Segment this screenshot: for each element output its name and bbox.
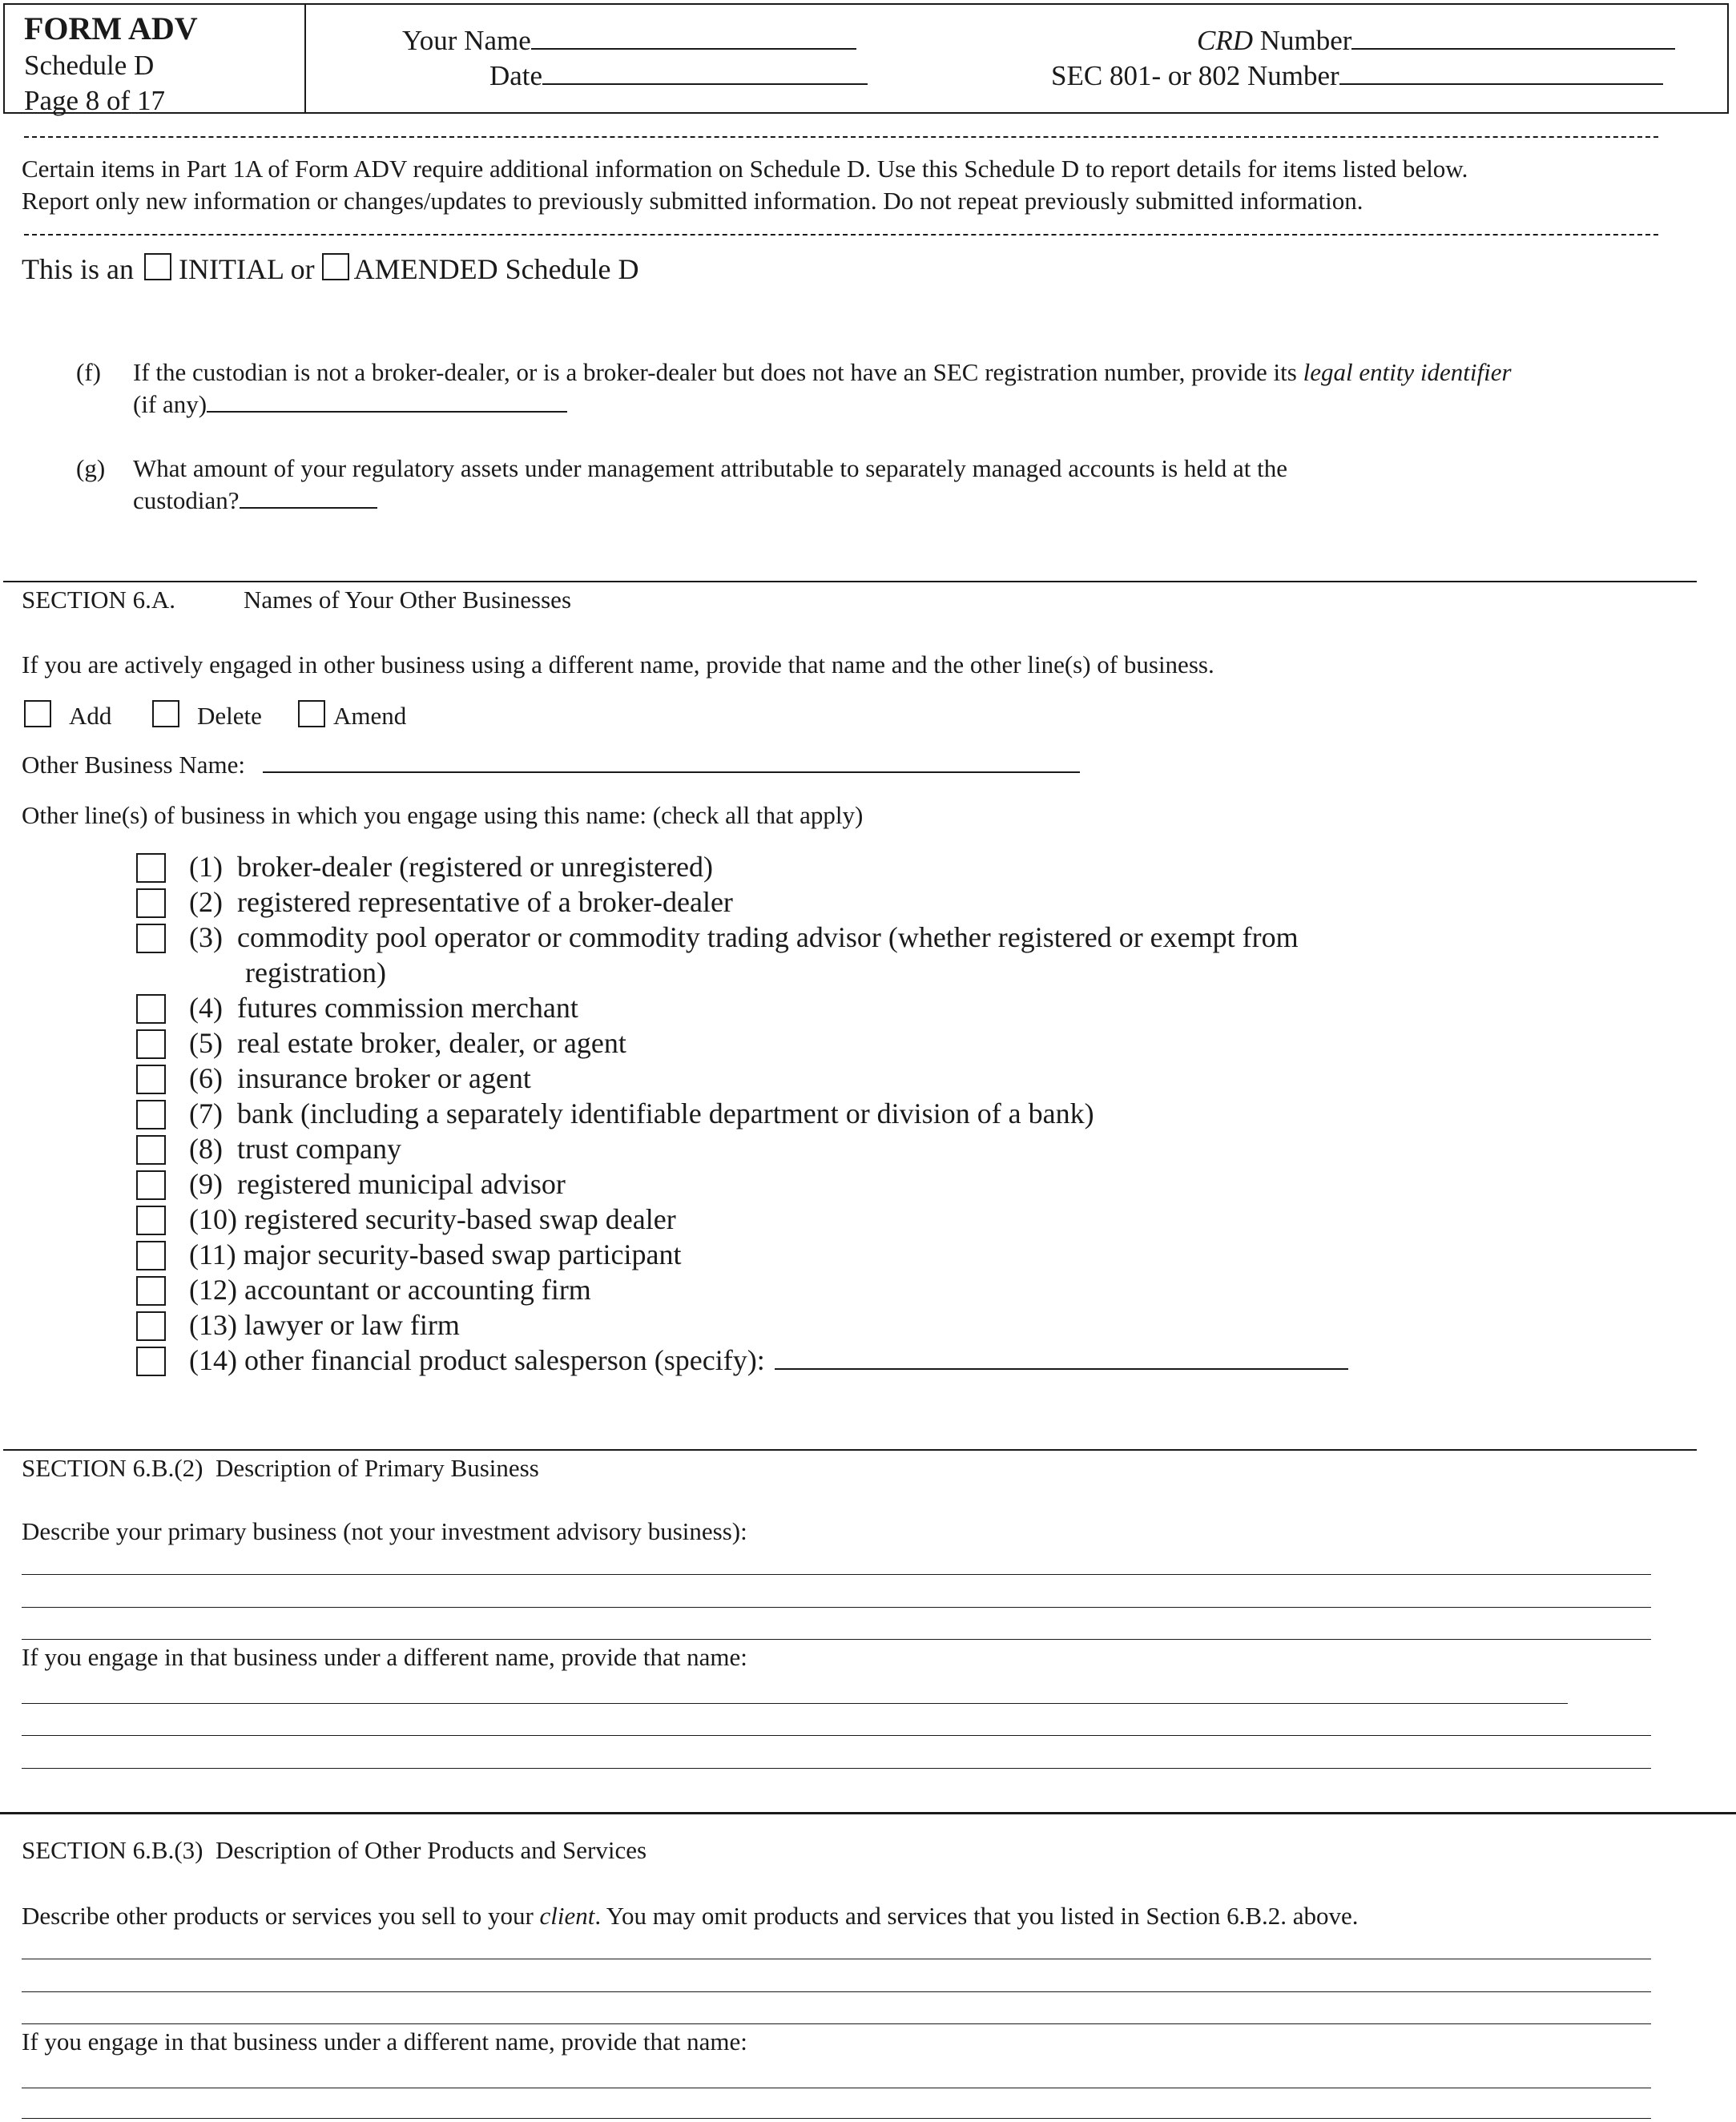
other-products-describe-post: . You may omit products and services that you listed in Section 6.B.2. above.	[594, 1902, 1359, 1930]
line-3-text-continued: registration)	[245, 956, 386, 989]
line-4-text: futures commission merchant	[236, 992, 578, 1024]
intro-line-1: Certain items in Part 1A of Form ADV require additional information on Schedule D. Use this Schedule D to report details for items listed below.	[22, 155, 1468, 183]
primary-business-different-name-label: If you engage in that business under a different name, provide that name:	[22, 1643, 747, 1671]
item-f-line2	[133, 390, 567, 419]
amend-checkbox[interactable]	[298, 700, 325, 727]
date-label: Date	[489, 60, 543, 91]
line-5-text: real estate broker, dealer, or agent	[236, 1027, 626, 1059]
line-2-number: (2)	[189, 886, 223, 918]
line-8-text: trust company	[236, 1133, 401, 1165]
other-products-name-line-2[interactable]	[22, 2118, 1651, 2119]
line-1-text: broker-dealer (registered or unregistered)	[236, 851, 713, 883]
amended-label: AMENDED Schedule D	[353, 253, 639, 285]
section-6a-rule	[3, 581, 1697, 582]
line-6-number: (6)	[189, 1062, 223, 1094]
item-g-text: What amount of your regulatory assets under management attributable to separately managed accounts is held at the	[133, 454, 1288, 482]
line-9-checkbox[interactable]	[136, 1170, 166, 1200]
delete-checkbox[interactable]	[152, 700, 179, 727]
other-products-different-name-label: If you engage in that business under a different name, provide that name:	[22, 2027, 747, 2056]
section-6a-instruction: If you are actively engaged in other business using a different name, provide that name and the other line(s) of business.	[22, 650, 1214, 678]
section-6a-title: Names of Your Other Businesses	[244, 586, 572, 614]
line-6-text: insurance broker or agent	[236, 1062, 531, 1094]
initial-checkbox[interactable]	[144, 253, 171, 280]
line-12-text: accountant or accounting firm	[244, 1274, 591, 1306]
line-10-number: (10)	[189, 1203, 237, 1235]
custodian-label: custodian?	[133, 486, 240, 514]
line-3-checkbox[interactable]	[136, 924, 166, 953]
section-6b3-title: Description of Other Products and Services	[215, 1836, 647, 1864]
line-7-checkbox[interactable]	[136, 1100, 166, 1129]
line-1-number: (1)	[189, 851, 223, 883]
sec-number-label: SEC 801- or 802 Number	[1051, 60, 1339, 91]
initial-label: INITIAL or	[171, 253, 322, 285]
dashed-separator-top	[24, 136, 1658, 138]
primary-business-line-3[interactable]	[22, 1639, 1651, 1640]
line-2-text: registered representative of a broker-dealer	[236, 886, 733, 918]
line-3-number: (3)	[189, 921, 223, 953]
page-number: Page 8 of 17	[24, 85, 165, 116]
line-13-number: (13)	[189, 1309, 237, 1341]
dashed-separator-bottom	[24, 234, 1658, 236]
line-3-text: commodity pool operator or commodity trading advisor (whether registered or exempt from	[236, 921, 1299, 953]
line-9-number: (9)	[189, 1168, 223, 1200]
primary-business-describe-label: Describe your primary business (not your investment advisory business):	[22, 1517, 747, 1545]
line-14-text: other financial product salesperson (specify):	[244, 1344, 765, 1376]
line-11-text: major security-based swap participant	[243, 1238, 682, 1270]
line-8-number: (8)	[189, 1133, 223, 1165]
line-8-checkbox[interactable]	[136, 1135, 166, 1165]
line-11-checkbox[interactable]	[136, 1241, 166, 1270]
line-4-number: (4)	[189, 992, 223, 1024]
line-10-checkbox[interactable]	[136, 1206, 166, 1235]
action-add	[24, 700, 111, 731]
action-amend	[298, 700, 406, 731]
schedule-label: Schedule D	[24, 50, 155, 81]
primary-business-name-line-2[interactable]	[22, 1735, 1651, 1736]
amend-label: Amend	[333, 702, 407, 730]
item-g-label: (g)	[76, 454, 106, 482]
add-label: Add	[69, 702, 112, 730]
section-6b2-number: SECTION 6.B.(2)	[22, 1454, 203, 1482]
date-field	[489, 59, 868, 92]
crd-label-italic: CRD	[1197, 25, 1253, 56]
other-business-name-label: Other Business Name:	[22, 751, 245, 779]
other-business-name-row	[22, 751, 1080, 779]
item-g-line2	[133, 486, 377, 515]
date-input[interactable]	[542, 59, 868, 85]
line-12-number: (12)	[189, 1274, 237, 1306]
other-products-describe-pre: Describe other products or services you sell to your	[22, 1902, 540, 1930]
other-business-name-input[interactable]	[263, 751, 1080, 773]
line-6-checkbox[interactable]	[136, 1065, 166, 1094]
line-14-number: (14)	[189, 1344, 237, 1376]
other-products-line-3[interactable]	[22, 2023, 1651, 2024]
section-6a-number: SECTION 6.A.	[22, 586, 176, 614]
crd-number-input[interactable]	[1351, 24, 1675, 50]
your-name-input[interactable]	[531, 24, 856, 50]
line-4-checkbox[interactable]	[136, 994, 166, 1024]
other-products-line-2[interactable]	[22, 1991, 1651, 1992]
client-term: client	[539, 1902, 595, 1930]
line-9-text: registered municipal advisor	[236, 1168, 566, 1200]
add-checkbox[interactable]	[24, 700, 51, 727]
sec-number-field	[1051, 59, 1663, 92]
sec-number-input[interactable]	[1339, 59, 1663, 85]
line-11-number: (11)	[189, 1238, 236, 1270]
item-f-label: (f)	[76, 358, 101, 386]
other-lines-label: Other line(s) of business in which you engage using this name: (check all that apply)	[22, 801, 864, 829]
crd-number-field	[1197, 24, 1675, 57]
section-6b2-rule	[3, 1449, 1697, 1451]
action-delete	[152, 700, 262, 731]
item-f-main: If the custodian is not a broker-dealer, or is a broker-dealer but does not have an SEC registration number, provide its	[133, 358, 1303, 386]
item-f-text	[133, 358, 1512, 387]
other-products-describe	[22, 1902, 1359, 1931]
line-5-number: (5)	[189, 1027, 223, 1059]
intro-line-2: Report only new information or changes/updates to previously submitted information. Do not repeat previously submitted information.	[22, 187, 1363, 215]
form-header	[3, 3, 1729, 114]
primary-business-name-line-1[interactable]	[22, 1703, 1568, 1704]
line-10-text: registered security-based swap dealer	[244, 1203, 676, 1235]
crd-label: Number	[1253, 25, 1352, 56]
primary-business-name-line-3[interactable]	[22, 1768, 1651, 1769]
custodian-amount-input[interactable]	[240, 488, 377, 509]
legal-entity-identifier-term: legal entity identifier	[1303, 358, 1512, 386]
section-6b2-title: Description of Primary Business	[215, 1454, 539, 1482]
line-2-checkbox[interactable]	[136, 888, 166, 918]
amended-checkbox[interactable]	[322, 253, 349, 280]
line-14-checkbox[interactable]	[136, 1347, 166, 1376]
primary-business-line-1[interactable]	[22, 1574, 1651, 1575]
line-13-text: lawyer or law firm	[244, 1309, 460, 1341]
line-12-checkbox[interactable]	[136, 1276, 166, 1306]
your-name-label: Your Name	[402, 25, 531, 56]
section-6b3-number: SECTION 6.B.(3)	[22, 1836, 203, 1864]
your-name-field	[402, 24, 856, 57]
line-7-text: bank (including a separately identifiable department or division of a bank)	[236, 1097, 1094, 1129]
other-salesperson-specify-input[interactable]	[775, 1344, 1348, 1370]
delete-label: Delete	[197, 702, 262, 730]
section-6b3-heading	[22, 1836, 646, 1865]
section-6b2-heading	[22, 1454, 539, 1483]
lei-input[interactable]	[207, 392, 567, 413]
line-of-business-3-continued	[245, 956, 386, 989]
if-any-label: (if any)	[133, 390, 207, 418]
line-1-checkbox[interactable]	[136, 853, 166, 883]
form-title: FORM ADV	[24, 10, 198, 46]
primary-business-line-2[interactable]	[22, 1607, 1651, 1608]
schedule-type-row	[22, 252, 639, 286]
section-6b3-rule	[0, 1812, 1736, 1814]
header-divider	[304, 5, 306, 112]
this-is-an-label: This is an	[22, 253, 134, 285]
line-5-checkbox[interactable]	[136, 1029, 166, 1059]
line-13-checkbox[interactable]	[136, 1311, 166, 1341]
line-7-number: (7)	[189, 1097, 223, 1129]
